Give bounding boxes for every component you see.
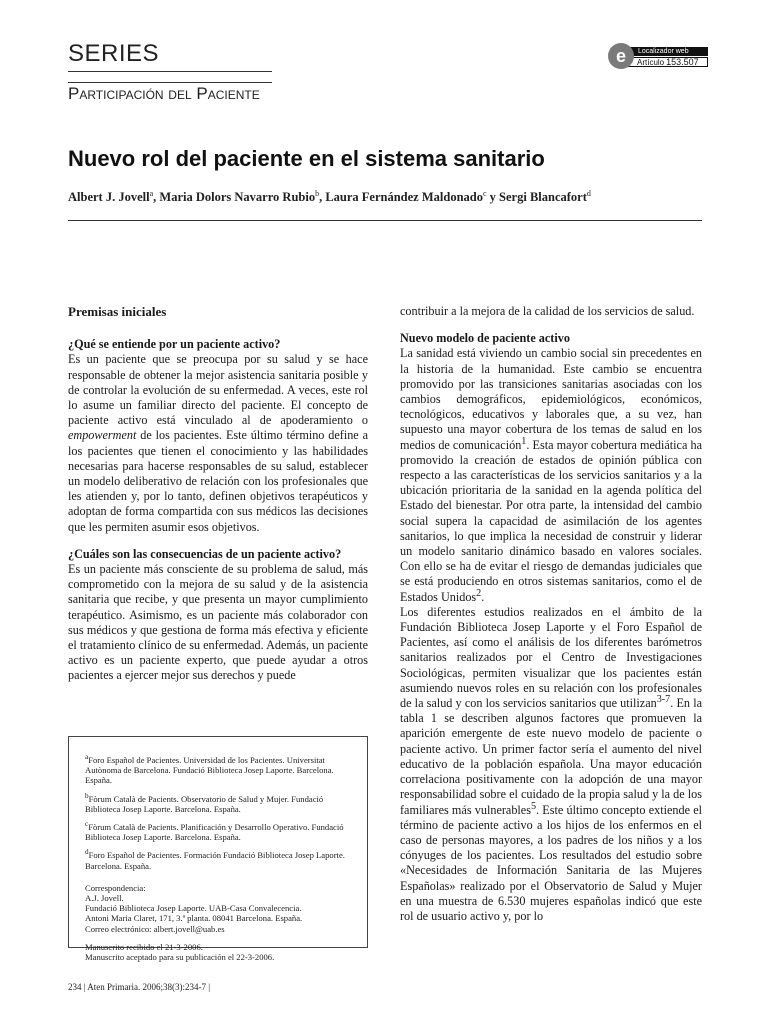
author-sup: a xyxy=(149,188,154,198)
section-label: Participación del Paciente xyxy=(68,84,260,103)
author-sup: b xyxy=(315,188,320,198)
author: , Laura Fernández Maldonado xyxy=(319,190,483,204)
author: , Maria Dolors Navarro Rubio xyxy=(153,190,316,204)
question-heading: ¿Qué se entiende por un paciente activo? xyxy=(68,337,281,352)
locator-article xyxy=(626,57,708,67)
series-rule xyxy=(68,71,272,72)
affiliation: $^d$Foro Español de Pacientes. Formación Fundació Biblioteca Josep Laporte. Barcelona. España. xyxy=(85,848,345,871)
title-rule xyxy=(68,220,702,221)
article-title: Nuevo rol del paciente en el sistema sanitario xyxy=(68,146,545,171)
section-heading: Premisas iniciales xyxy=(68,304,167,319)
affiliation: $^a$Foro Español de Pacientes. Universidad de los Pacientes. Universitat Autònoma de Barcelona. Fundació Biblioteca Josep Laporte. Barcelona. España. xyxy=(85,753,334,786)
affiliation: $^c$Fòrum Català de Pacients. Planificación y Desarrollo Operativo. Fundació Biblioteca Josep Laporte. Barcelona. España. xyxy=(85,820,344,843)
left-column xyxy=(68,304,368,684)
e-logo-icon: e xyxy=(608,43,634,69)
author: Albert J. Jovell xyxy=(68,190,150,204)
page-footer: 234 | Aten Primaria. 2006;38(3):234-7 | xyxy=(68,982,211,992)
locator-article-number: 153.507 xyxy=(666,57,699,67)
paragraph: contribuir a la mejora de la calidad de los servicios de salud. xyxy=(400,304,695,318)
locator-article-label: Artículo xyxy=(637,58,665,67)
author-sup: c xyxy=(482,188,487,198)
paragraph: La sanidad está viviendo un cambio social sin precedentes en la historia de la humanidad. Este cambio se encuentra promovido por las transiciones sanitarias asociadas con los cambios demográficos, epidemiológicos, económicos, tecnológicos, educativos y laborales que, a su vez, han supuesto una mayor cobertura de los temas de salud en los medios de comunicación$^1$. Esta mayor cobertura mediática ha promovido la creación de estados de opinión pública con respecto a las características de los servicios sanitarios y a la ubicación prioritaria de la sanidad en la agenda política del Estado del bienestar. Por otra parte, la intensidad del cambio social supera la capacidad de asimilación de los agentes sanitarios, lo que implica la necesidad de construir y liderar un modelo sanitario dinámico basado en valores sociales. Con ello se ha de evitar el riesgo de demandas judiciales que se está produciendo en otros sistemas sanitarios, como el de Estados Unidos$^2$. xyxy=(400,346,702,604)
question-heading: ¿Cuáles son las consecuencias de un paciente activo? xyxy=(68,546,342,561)
affiliations-box xyxy=(68,736,368,963)
author-list xyxy=(68,190,591,205)
paragraph: Es un paciente más consciente de su problema de salud, más comprometido con la mejora de su salud y de la asistencia sanitaria que recibe, y que presenta un mayor cumplimiento terapéutico. Asimismo, es un paciente más colaborador con sus médicos y que gestiona de forma más efectiva y eficiente el tratamiento clínico de su enfermedad. Además, un paciente activo es un paciente experto, que puede ayudar a otros pacientes a ejercer mejor sus derechos y puede xyxy=(68,562,368,683)
subsection-heading: Nuevo modelo de paciente activo xyxy=(400,331,570,346)
locator-top: Localizador web xyxy=(626,47,708,56)
web-locator-badge xyxy=(608,43,702,71)
author-sup: d xyxy=(586,188,591,198)
right-column xyxy=(400,304,702,924)
affiliation: $^b$Fòrum Català de Pacients. Observatorio de Salud y Mujer. Fundació Biblioteca Josep Laporte. Barcelona. España. xyxy=(85,791,324,814)
paragraph: Los diferentes estudios realizados en el ámbito de la Fundación Biblioteca Josep Laporte y el Foro Español de Pacientes, así como el análisis de los diferentes barómetros sanitarios realizados por el Centro de Investigaciones Sociológicas, permiten visualizar que los pacientes están asumiendo nuevos roles en su relación con los profesionales de la salud y con los servicios sanitarios que utilizan$^{3-7}$. En la tabla 1 se describen algunos factores que promueven la aparición emergente de este nuevo modelo de paciente o paciente activo. Un primer factor sería el aumento del nivel educativo de la población española. Una mayor educación correlaciona positivamente con la adopción de una mayor responsabilidad sobre el cuidado de la propia salud y la de los familiares más vulnerables$^5$. Este último concepto extiende el término de paciente activo a los hijos de los enfermos en el caso de personas mayores, a los padres de los niños y a los cónyuges de los pacientes. Los resultados del estudio sobre «Necesidades de Información Sanitaria de las Mujeres Españolas» realizado por el Observatorio de Salud y Mujer en una muestra de 6.530 mujeres españolas indicó que este rol de usuario activo y, por lo xyxy=(400,604,702,923)
author: y Sergi Blancafort xyxy=(486,190,587,204)
section-rule xyxy=(68,82,272,83)
paragraph: Es un paciente que se preocupa por su salud y se hace responsable de obtener la mejor asistencia sanitaria posible y de controlar la evolución de su enfermedad. A veces, este rol lo asume un familiar directo del paciente. El concepto de paciente activo está vinculado al de apoderamiento o empowerment de los pacientes. Este último término define a los pacientes que tienen el conocimiento y las habilidades necesarias para hacerse responsables de su salud, establecer un modelo deliberativo de relación con los profesionales que les atienden y, por lo tanto, definen objetivos terapéuticos y adoptan de forma compartida con sus médicos las decisiones que les permiten asumir esos objetivos. xyxy=(68,352,368,534)
manuscript-dates: Manuscrito recibido el 21-3-2006. Manuscrito aceptado para su publicación el 22-3-2006. xyxy=(85,941,275,963)
correspondence: Correspondencia: A.J. Jovell. Fundació Biblioteca Josep Laporte. UAB-Casa Convalecencia. Antoni Maria Claret, 171, 3.ª planta. 08041 Barcelona. España. Correo electrónico: albert.jovell@uab.es xyxy=(85,882,303,934)
series-label: SERIES xyxy=(68,40,160,67)
